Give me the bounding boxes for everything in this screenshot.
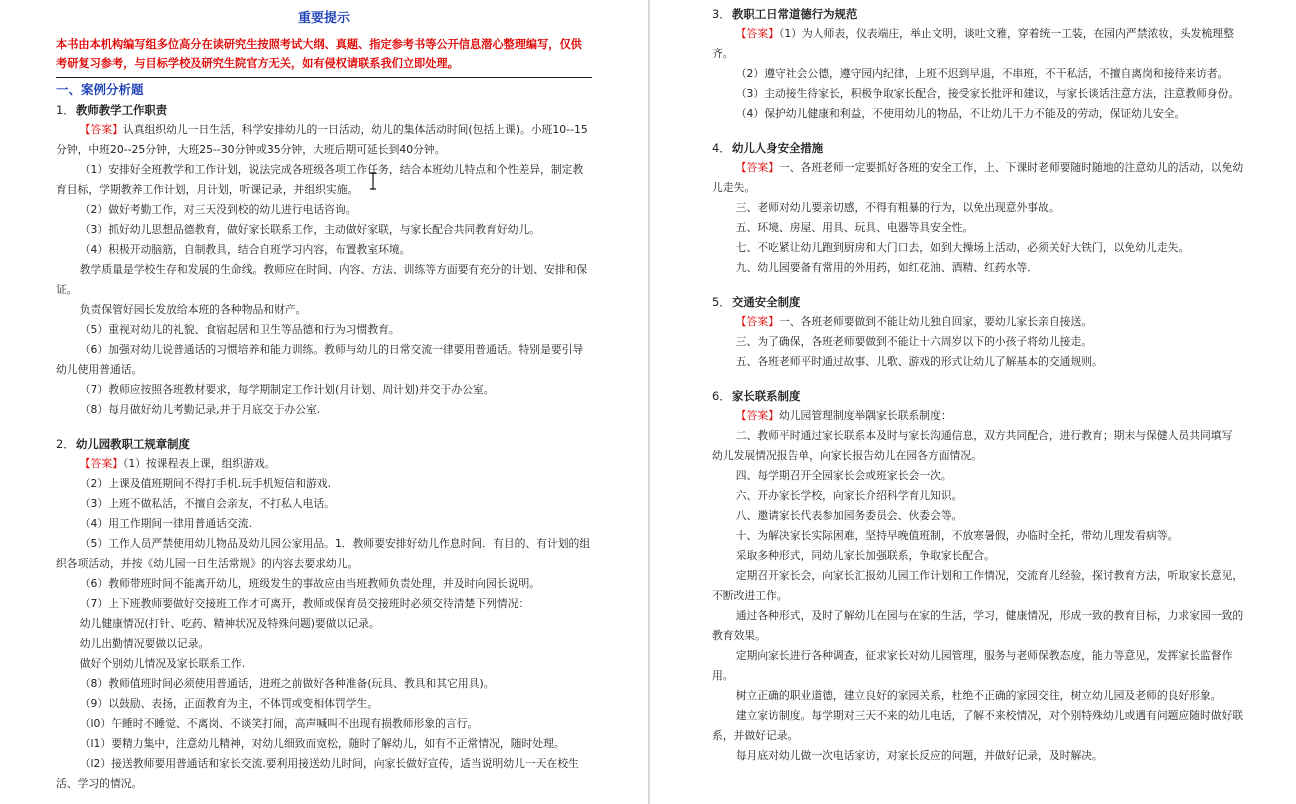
body-paragraph: 定期向家长进行各种调查，征求家长对幼儿园管理，服务与老师保教态度，能力等意见，发挥家长监督作用。	[712, 649, 1233, 682]
question-number: 6．	[712, 389, 731, 403]
body-paragraph: 五、各班老师平时通过故事、儿歌、游戏的形式让幼儿了解基本的交通规则。	[735, 355, 1103, 368]
body-paragraph: 采取多种形式，同幼儿家长加强联系，争取家长配合。	[735, 549, 995, 562]
body-paragraph: 定期召开家长会，向家长汇报幼儿园工作计划和工作情况，交流育儿经验，探讨教育方法，听取家长意见，不断改进工作。	[712, 569, 1244, 602]
body-paragraph: （7）上下班教师要做好交接班工作才可离开，教师或保育员交接班时必须交待清楚下列情况：	[79, 597, 530, 610]
answer-tag: 【答案】	[735, 409, 779, 422]
body-paragraph: 每月底对幼儿做一次电话家访，对家长反应的问题，并做好记录，及时解决。	[735, 749, 1103, 762]
question-number: 5．	[712, 295, 731, 309]
body-paragraph: 幼儿健康情况(打针、吃药、精神状况及特殊问题)要做以记录。	[79, 617, 380, 630]
question-title: 幼儿人身安全措施	[732, 141, 824, 155]
spacer	[712, 124, 1246, 138]
body-paragraph: （6）加强对幼儿说普通话的习惯培养和能力训练。教师与幼儿的日常交流一律要用普通话。特别是要引导幼儿使用普通话。	[56, 343, 584, 376]
answer-paragraph	[712, 406, 1246, 426]
answer-tag: 【答案】	[79, 457, 123, 470]
body-paragraph: （8）每月做好幼儿考勤记录,并于月底交于办公室.	[79, 403, 321, 416]
spacer	[712, 372, 1246, 386]
body-paragraph: 五、环境、房屋、用具、玩具、电器等具安全性。	[735, 221, 974, 234]
body-paragraph: 建立家访制度。每学期对三天不来的幼儿电话，了解不来校情况，对个别特殊幼儿或遇有问题应随时做好联系，并做好记录。	[712, 709, 1244, 742]
divider-line	[56, 77, 592, 78]
notice-title: 重要提示	[297, 11, 350, 26]
body-paragraph: 三、为了确保，各班老师要做到不能让十六周岁以下的小孩子将幼儿接走。	[735, 335, 1093, 348]
body-paragraph: 二、教师平时通过家长联系本及时与家长沟通信息，双方共同配合，进行教育；期末与保健人员共同填写 幼儿发展情况报告单，向家长报告幼儿在园各方面情况。	[712, 429, 1233, 462]
body-paragraph: （7）教师应按照各班教材要求，每学期制定工作计划(月计划、周计划)并交于办公室。	[79, 383, 495, 396]
text-cursor-icon	[369, 172, 377, 190]
body-paragraph: 十、为解决家长实际困难，坚持早晚值班制，不放寒暑假，办临时全托，带幼儿理发看病等。	[735, 529, 1179, 542]
question-heading-2	[56, 434, 592, 454]
body-paragraph: （l1）要精力集中，注意幼儿精神，对幼儿细致而宽松，随时了解幼儿，如有不正常情况，随时处理。	[79, 737, 565, 750]
section-heading: 一、案例分析题	[56, 82, 144, 97]
answer-tag: 【答案】	[735, 315, 779, 328]
body-paragraph: （2）上课及值班期间不得打手机.玩手机短信和游戏.	[79, 477, 332, 490]
question-title: 幼儿园教职工规章制度	[76, 437, 190, 451]
body-paragraph: 教学质量是学校生存和发展的生命线。教师应在时间、内容、方法、训练等方面要有充分的计划、安排和保证。	[56, 263, 588, 296]
body-paragraph: 幼儿出勤情况要做以记录。	[79, 637, 210, 650]
answer-tag: 【答案】	[79, 123, 123, 136]
answer-tag: 【答案】	[735, 161, 779, 174]
body-paragraph: 六、开办家长学校，向家长介绍科学育儿知识。	[735, 489, 963, 502]
body-paragraph: （5）重视对幼儿的礼貌、食宿起居和卫生等品德和行为习惯教育。	[79, 323, 400, 336]
answer-text: 幼儿园管理制度举隅家长联系制度：	[778, 409, 952, 422]
question-heading-5	[712, 292, 1246, 312]
answer-text: （1）按课程表上课，组织游戏。	[122, 457, 276, 470]
spacer	[56, 420, 592, 434]
question-number: 4．	[712, 141, 731, 155]
body-paragraph: 九、幼儿园要备有常用的外用药，如红花油、酒精、红药水等．	[735, 261, 1039, 274]
body-paragraph: 三、老师对幼儿要亲切感，不得有粗暴的行为，以免出现意外事故。	[735, 201, 1060, 214]
question-title: 教职工日常道德行为规范	[732, 7, 858, 21]
body-paragraph: （3）主动接生待家长，积极争取家长配合，接受家长批评和建议，与家长谈话注意方法，注意教师身份。	[735, 87, 1240, 100]
right-column	[712, 4, 1246, 766]
body-paragraph: （3）上班不做私活，不擅自会亲友，不打私人电话。	[79, 497, 335, 510]
body-paragraph: （2）做好考勤工作，对三天没到校的幼儿进行电话咨询。	[79, 203, 357, 216]
body-paragraph: （l2）接送教师要用普通话和家长交流.要利用接送幼儿时间，向家长做好宣传，适当说明幼儿一天在校生活、学习的情况。	[56, 757, 579, 790]
body-paragraph: （1）安排好全班教学和工作计划，说法完成各班级各项工作任务，结合本班幼儿特点和个性差异，制定教育目标，学期教养工作计划，月计划，听课记录，并组织实施。	[56, 163, 584, 196]
question-heading-4	[712, 138, 1246, 158]
question-heading-3	[712, 4, 1246, 24]
body-paragraph: （4）积极开动脑筋，自制教具，结合自班学习内容，布置教室环境。	[79, 243, 411, 256]
answer-paragraph	[712, 158, 1246, 198]
answer-tag: 【答案】	[735, 27, 779, 40]
body-paragraph: （8）教师值班时间必须使用普通话，进班之前做好各种准备(玩具、教具和其它用具)。	[79, 677, 495, 690]
answer-text: （1）为人师表，仪表端庄，举止文明，谈吐文雅，穿着统一工装，在园内严禁浓妆，头发梳理整齐。	[712, 27, 1234, 60]
answer-paragraph	[56, 120, 592, 160]
notice-text: 本书由本机构编写组多位高分在读研究生按照考试大纲、真题、指定参考书等公开信息潜心整理编写，仅供考研复习参考，与目标学校及研究生院官方无关，如有侵权请联系我们立即处理。	[56, 38, 582, 70]
body-paragraph: 八、邀请家长代表参加园务委员会、伙委会等。	[735, 509, 963, 522]
right-page	[650, 0, 1296, 804]
body-paragraph: 树立正确的职业道德，建立良好的家园关系，杜绝不正确的家园交往，树立幼儿园及老师的良好形象。	[735, 689, 1222, 702]
question-number: 2．	[56, 437, 75, 451]
body-paragraph: （9）以鼓励、表扬，正面教育为主，不体罚或变相体罚学生。	[79, 697, 379, 710]
body-paragraph: 负责保管好园长发放给本班的各种物品和财产。	[79, 303, 307, 316]
body-paragraph: （3）抓好幼儿思想品德教育，做好家长联系工作，主动做好家联，与家长配合共同教育好幼儿。	[79, 223, 541, 236]
body-paragraph: （2）遵守社会公德，遵守园内纪律，上班不迟到早退，不串班，不干私活，不擅自离岗和接待来访者。	[735, 67, 1229, 80]
body-paragraph: 七、不吃紧让幼儿跑到厨房和大门口去，如到大操场上活动，必须关好大铁门，以免幼儿走失。	[735, 241, 1190, 254]
answer-paragraph	[712, 312, 1246, 332]
answer-paragraph	[712, 24, 1246, 64]
question-number: 3．	[712, 7, 731, 21]
body-paragraph: （5）工作人员严禁使用幼儿物品及幼儿园公家用品。1．教师要安排好幼儿作息时间．有目的、有计划的组织各项活动，并按《幼儿园一日生活常规》的内容去要求幼儿。	[56, 537, 591, 570]
answer-text: 认真组织幼儿一日生活，科学安排幼儿的一日活动，幼儿的集体活动时间(包括上课)。小班10--15分钟，中班20--25分钟，大班25--30分钟或35分钟，大班后期可延长到40分钟。	[56, 123, 588, 156]
question-title: 教师教学工作职责	[76, 103, 168, 117]
spacer	[712, 278, 1246, 292]
left-column	[56, 10, 592, 794]
answer-text: 一、各班老师一定要抓好各班的安全工作，上、下课时老师要随时随地的注意幼儿的活动，以免幼儿走失。	[712, 161, 1244, 194]
body-paragraph: （4）保护幼儿健康和利益，不使用幼儿的物品，不让幼儿干力不能及的劳动，保证幼儿安全。	[735, 107, 1186, 120]
answer-text: 一、各班老师要做到不能让幼儿独自回家，要幼儿家长亲自接送。	[778, 315, 1093, 328]
question-heading-6	[712, 386, 1246, 406]
body-paragraph: （4）用工作期间一律用普通话交流.	[79, 517, 253, 530]
body-paragraph: 通过各种形式，及时了解幼儿在园与在家的生活，学习，健康情况，形成一致的教育目标，力求家园一致的教育效果。	[712, 609, 1244, 642]
body-paragraph: 做好个别幼儿情况及家长联系工作.	[79, 657, 246, 670]
question-title: 交通安全制度	[732, 295, 801, 309]
answer-paragraph	[56, 454, 592, 474]
body-paragraph: （l0）午睡时不睡觉、不离岗、不谈笑打闹，高声喊叫不出现有损教师形象的言行。	[79, 717, 479, 730]
question-number: 1．	[56, 103, 75, 117]
question-title: 家长联系制度	[732, 389, 801, 403]
body-paragraph: （6）教师带班时间不能离开幼儿，班级发生的事故应由当班教师负责处理，并及时向园长说明。	[79, 577, 541, 590]
body-paragraph: 四、每学期召开全园家长会或班家长会一次。	[735, 469, 952, 482]
question-heading-1	[56, 100, 592, 120]
